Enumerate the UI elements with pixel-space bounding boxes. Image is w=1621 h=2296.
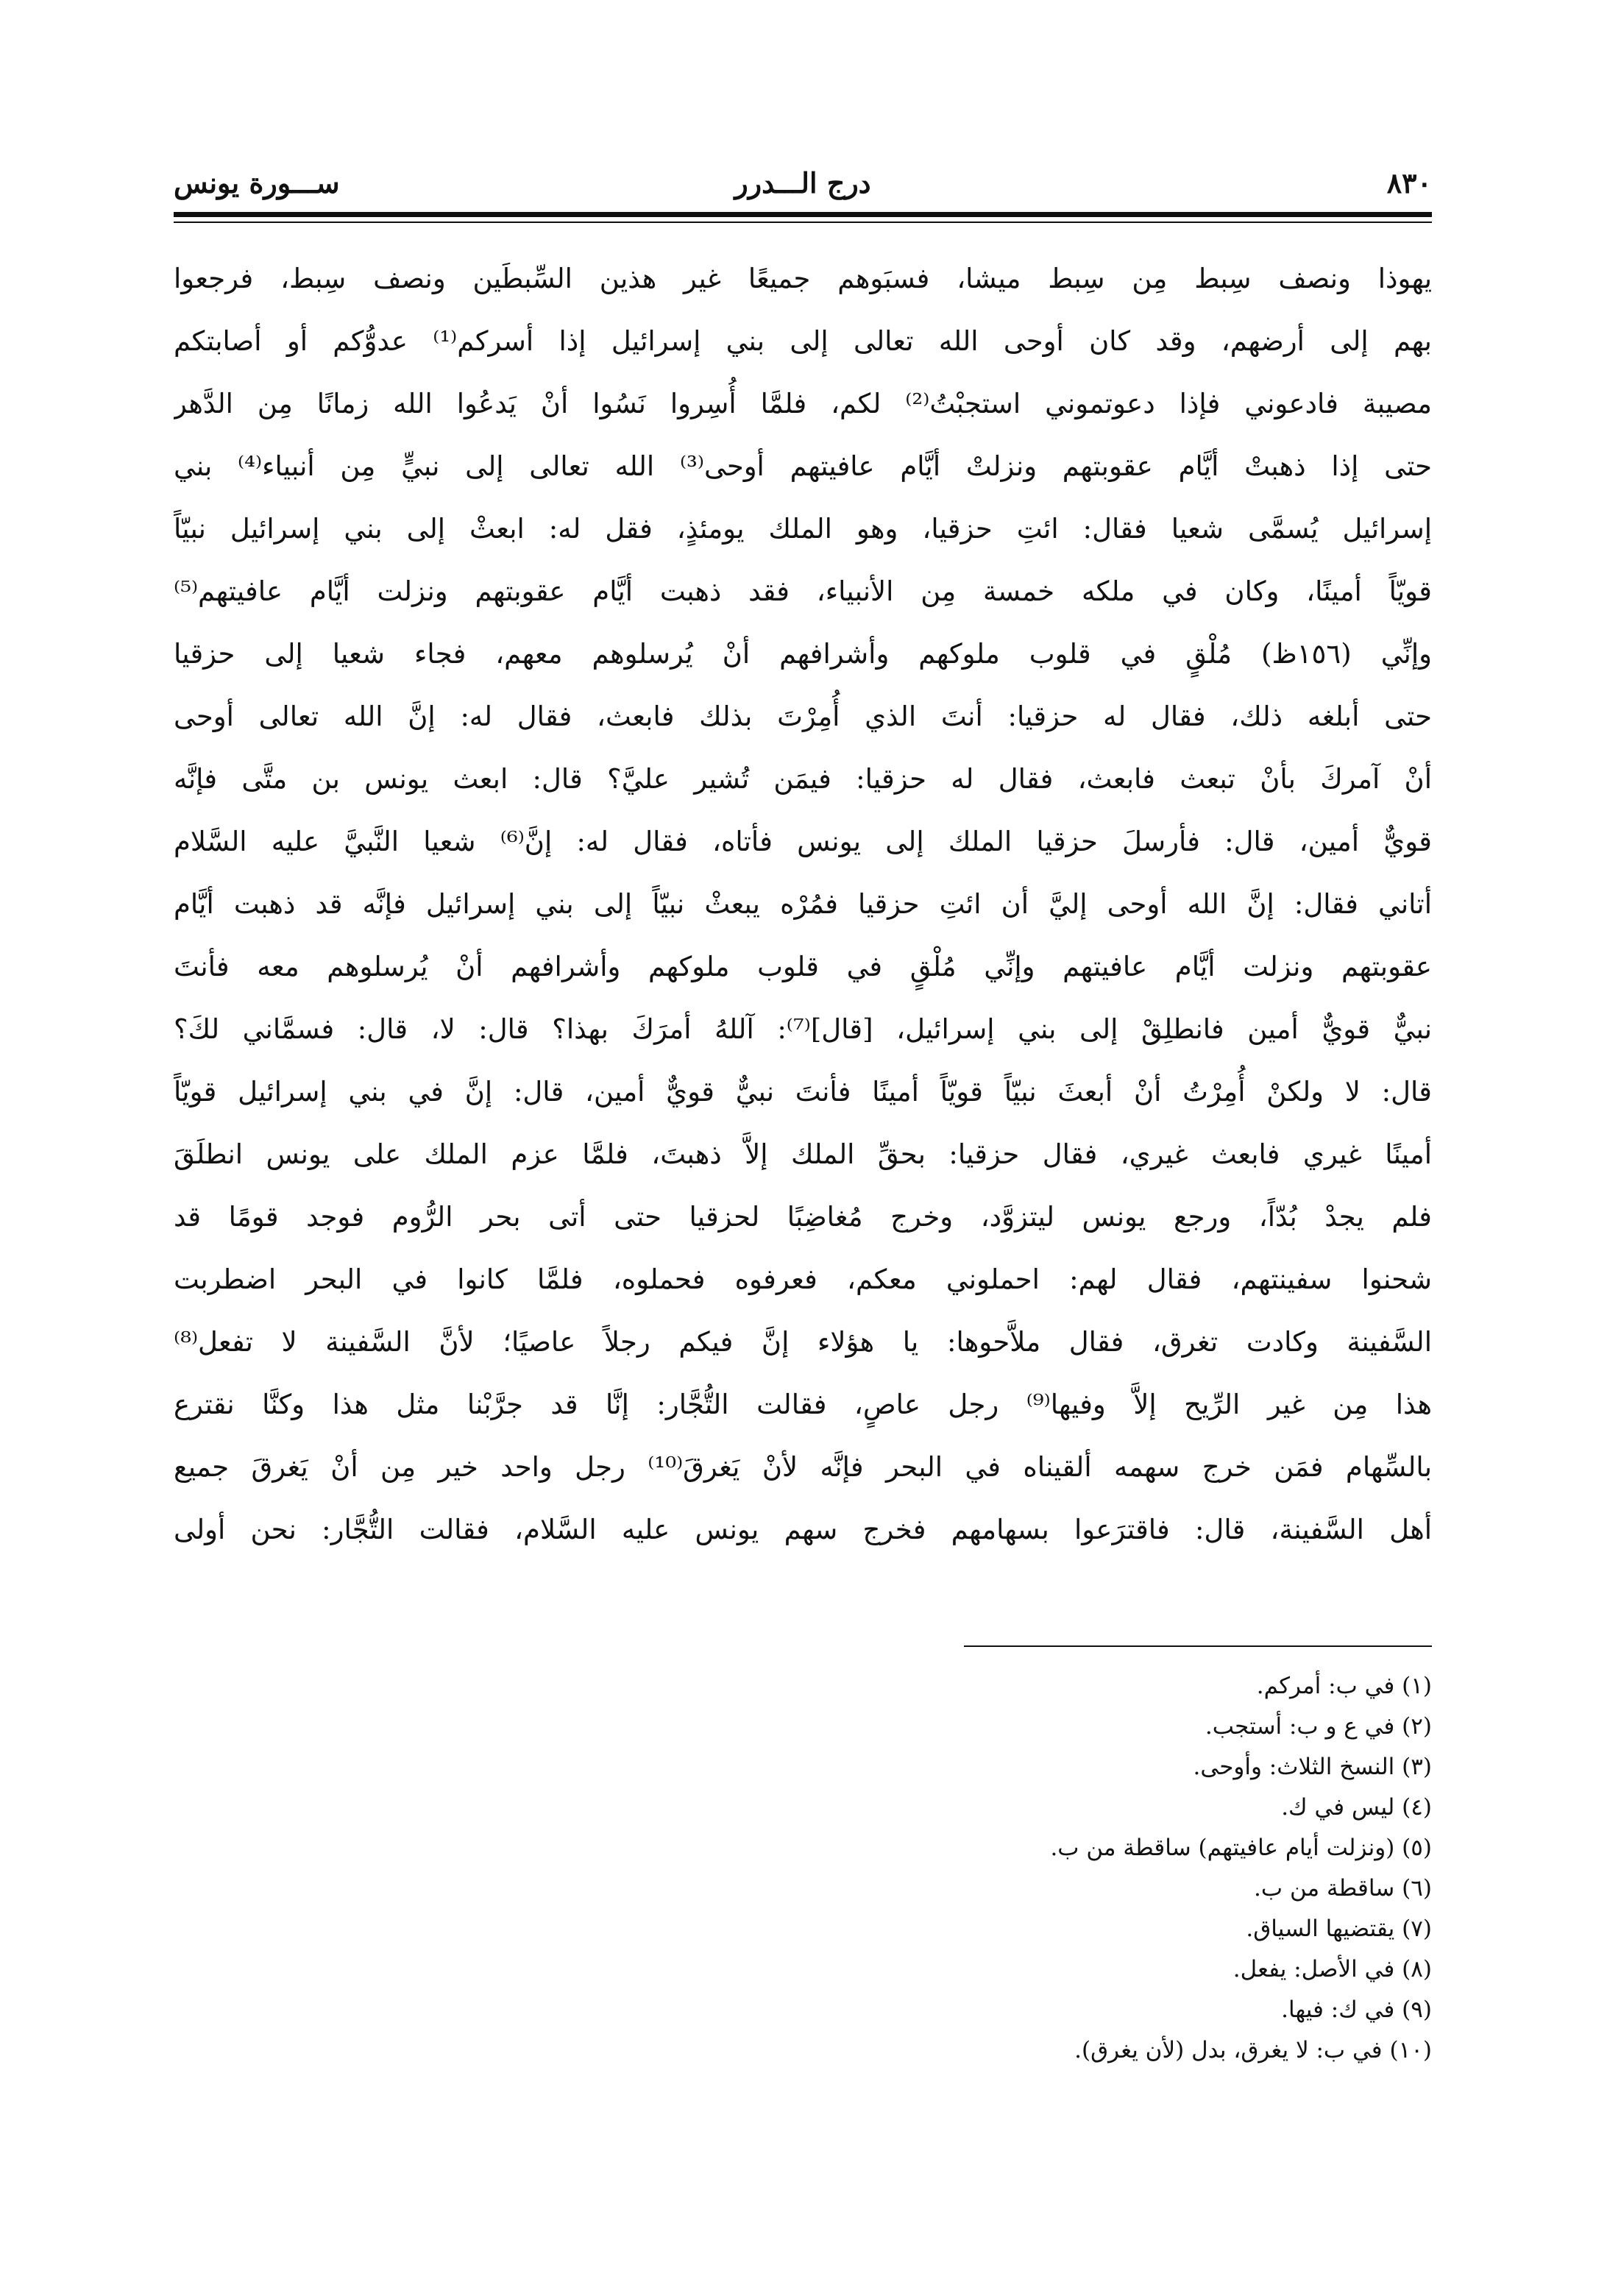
text-line: هذا مِن غير الرِّيح إلاَّ وفيها⁽⁹⁾ رجل عاصٍ، فقالت التُّجَّار: إنَّا قد جرَّبْنا مثل هذا وكنَّا نقترع bbox=[174, 1389, 1432, 1420]
text-line: السَّفينة وكادت تغرق، فقال ملاَّحوها: يا هؤلاء إنَّ فيكم رجلاً عاصيًا؛ لأنَّ السَّفينة لا تفعل⁽⁸⁾ bbox=[174, 1326, 1432, 1358]
footnote-item: (١٠) في ب: لا يغرق، بدل (لأن يغرق). bbox=[1074, 2037, 1432, 2063]
footnote-item: (٤) ليس في ك. bbox=[1281, 1794, 1432, 1821]
text-line: نبيٌّ قويٌّ أمين فانطلِقْ إلى بني إسرائيل، [قال]⁽⁷⁾: آللهُ أمرَكَ بهذا؟ قال: لا، قال: فسمَّاني لكَ؟ bbox=[174, 1013, 1432, 1045]
text-line: أنْ آمركَ بأنْ تبعث فابعث، فقال له حزقيا: فيمَن تُشير عليَّ؟ قال: ابعث يونس بن متَّى فإنَّه bbox=[174, 763, 1432, 795]
text-line: حتى إذا ذهبتْ أيَّام عقوبتهم ونزلتْ أيَّام عافيتهم أوحى⁽³⁾ الله تعالى إلى نبيٍّ مِن أنبياء⁽⁴⁾ بني bbox=[174, 450, 1432, 482]
footnote-item: (٧) يقتضيها السياق. bbox=[1246, 1916, 1432, 1942]
page-header bbox=[174, 166, 1432, 210]
footnote-item: (٩) في ك: فيها. bbox=[1281, 1996, 1432, 2023]
footnote-item: (٨) في الأصل: يفعل. bbox=[1232, 1956, 1432, 1983]
text-line: يهوذا ونصف سِبط مِن سِبط ميشا، فسبَوهم جميعًا غير هذين السِّبطَين ونصف سِبط، فرجعوا bbox=[174, 263, 1432, 294]
footnote-item: (٣) النسخ الثلاث: وأوحى. bbox=[1193, 1754, 1432, 1780]
text-line: فلم يجدْ بُدّاً، ورجع يونس ليتزوَّد، وخرج مُغاضِبًا لحزقيا حتى أتى بحر الرُّوم فوجد قومًا قد bbox=[174, 1201, 1432, 1233]
text-line: وإنِّي (١٥٦ظ) مُلْقٍ في قلوب ملوكهم وأشرافهم أنْ يُرسلوهم معهم، فجاء شعيا إلى حزقيا bbox=[174, 638, 1432, 670]
text-line: قال: لا ولكنْ أُمِرْتُ أنْ أبعثَ نبيّاً قويّاً أمينًا فأنتَ نبيٌّ قويٌّ أمين، قال: إنَّ في بني إسرائيل قويّاً bbox=[174, 1076, 1432, 1108]
text-line: شحنوا سفينتهم، فقال لهم: احملوني معكم، فعرفوه فحملوه، فلمَّا كانوا في البحر اضطربت bbox=[174, 1264, 1432, 1295]
text-line: أهل السَّفينة، قال: فاقترَعوا بسهامهم فخرج سهم يونس عليه السَّلام، فقالت التُّجَّار: نحن أولى bbox=[174, 1514, 1432, 1545]
footnotes bbox=[662, 1666, 1432, 2071]
text-line: قويّاً أمينًا، وكان في ملكه خمسة مِن الأنبياء، فقد ذهبت أيَّام عقوبتهم ونزلت أيَّام عافيتهم⁽⁵⁾ bbox=[174, 575, 1432, 607]
main-text bbox=[174, 247, 1432, 1561]
footnote-item: (٦) ساقطة من ب. bbox=[1254, 1875, 1432, 1902]
header-rule-thick bbox=[174, 212, 1432, 217]
book-title: درج الـــدرر bbox=[734, 166, 871, 199]
surah-title: ســـورة يونس bbox=[174, 166, 340, 199]
text-line: بالسِّهام فمَن خرج سهمه ألقيناه في البحر فإنَّه لأنْ يَغرقَ⁽¹⁰⁾ رجل واحد خير مِن أنْ يَغرقَ جميع bbox=[174, 1451, 1432, 1483]
text-line: بهم إلى أرضهم، وقد كان أوحى الله تعالى إلى بني إسرائيل إذا أسركم⁽¹⁾ عدوُّكم أو أصابتكم bbox=[174, 325, 1432, 357]
text-line: حتى أبلغه ذلك، فقال له حزقيا: أنتَ الذي أُمِرْتَ بذلك فابعث، فقال له: إنَّ الله تعالى أوحى bbox=[174, 701, 1432, 732]
page-number: ٨٣٠ bbox=[1386, 166, 1432, 199]
footnote-item: (٥) (ونزلت أيام عافيتهم) ساقطة من ب. bbox=[1050, 1835, 1432, 1861]
footnote-separator bbox=[964, 1645, 1432, 1647]
footnote-item: (١) في ب: أمركم. bbox=[1256, 1673, 1432, 1699]
text-line: مصيبة فادعوني فإذا دعوتموني استجبْتُ⁽²⁾ لكم، فلمَّا أُسِروا نَسُوا أنْ يَدعُوا الله زمانًا مِن الدَّهر bbox=[174, 388, 1432, 419]
footnote-item: (٢) في ع و ب: أستجب. bbox=[1205, 1713, 1432, 1740]
text-line: أتاني فقال: إنَّ الله أوحى إليَّ أن ائتِ حزقيا فمُرْه يبعثْ نبيّاً إلى بني إسرائيل فإنَّه قد ذهبت أيَّام bbox=[174, 888, 1432, 920]
text-line: أمينًا غيري فابعث غيري، فقال حزقيا: بحقِّ الملك إلاَّ ذهبتَ، فلمَّا عزم الملك على يونس انطلَقَ bbox=[174, 1138, 1432, 1170]
header-rule-thin bbox=[174, 222, 1432, 223]
text-line: إسرائيل يُسمَّى شعيا فقال: ائتِ حزقيا، وهو الملك يومئذٍ، فقل له: ابعثْ إلى بني إسرائيل نبيّاً bbox=[174, 513, 1432, 545]
text-line: عقوبتهم ونزلت أيَّام عافيتهم وإنِّي مُلْقٍ في قلوب ملوكهم وأشرافهم أنْ يُرسلوهم معه فأنتَ bbox=[174, 951, 1432, 982]
text-line: قويٌّ أمين، قال: فأرسلَ حزقيا الملك إلى يونس فأتاه، فقال له: إنَّ⁽⁶⁾ شعيا النَّبيَّ عليه السَّلام bbox=[174, 826, 1432, 857]
